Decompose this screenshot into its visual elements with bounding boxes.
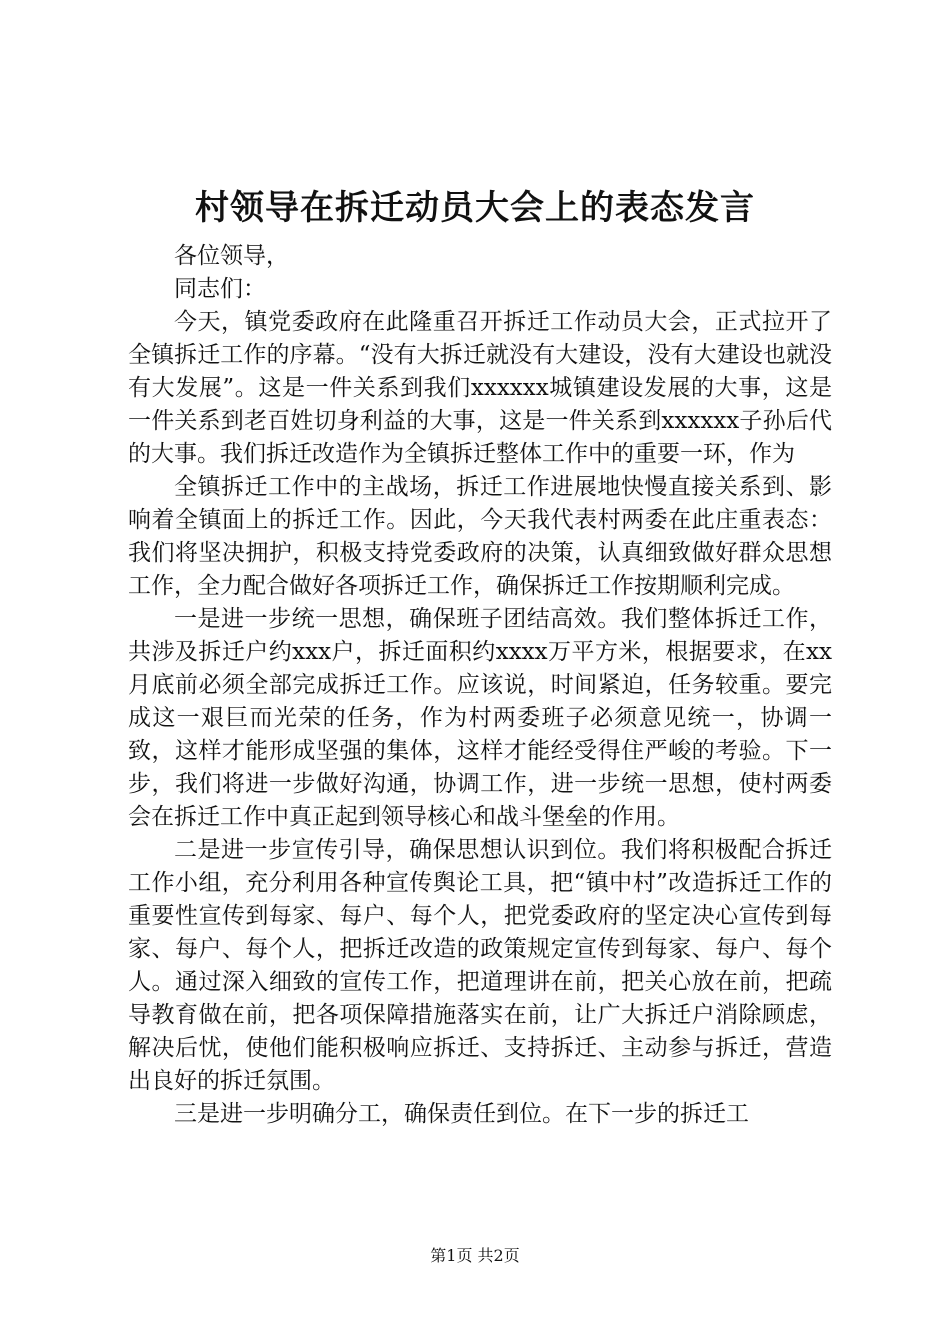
salutation-comrades: 同志们： [174, 276, 266, 302]
document-title: 村领导在拆迁动员大会上的表态发言 [195, 188, 755, 228]
body-paragraph: 一是进一步统一思想，确保班子团结高效。我们整体拆迁工作，共涉及拆迁户约xxx户，拆迁面积约xxxx万平方米，根据要求，在xx月底前必须全部完成拆迁工作。应该说，时间紧迫，任务较重。要完成这一艰巨而光荣的任务，作为村两委班子必须意见统一，协调一致，这样才能形成坚强的集体，这样才能经受得住严峻的考验。下一步，我们将进一步做好沟通，协调工作，进一步统一思想，使村两委会在拆迁工作中真正起到领导核心和战斗堡垒的作用。 [128, 606, 832, 830]
body-paragraph: 三是进一步明确分工，确保责任到位。在下一步的拆迁工 [174, 1101, 749, 1127]
document-body [128, 240, 832, 1131]
salutation-leaders: 各位领导， [174, 243, 289, 269]
body-paragraph: 今天，镇党委政府在此隆重召开拆迁工作动员大会，正式拉开了全镇拆迁工作的序幕。“没有大拆迁就没有大建设，没有大建设也就没有大发展”。这是一件关系到我们xxxxxx城镇建设发展的大事，这是一件关系到老百姓切身利益的大事，这是一件关系到xxxxxx子孙后代的大事。我们拆迁改造作为全镇拆迁整体工作中的重要一环，作为 [128, 309, 832, 467]
page-number-footer: 第1页 共2页 [430, 1246, 520, 1265]
body-paragraph: 全镇拆迁工作中的主战场，拆迁工作进展地快慢直接关系到、影响着全镇面上的拆迁工作。因此，今天我代表村两委在此庄重表态：我们将坚决拥护，积极支持党委政府的决策，认真细致做好群众思想工作，全力配合做好各项拆迁工作，确保拆迁工作按期顺利完成。 [128, 474, 832, 599]
body-paragraph: 二是进一步宣传引导，确保思想认识到位。我们将积极配合拆迁工作小组，充分利用各种宣传舆论工具，把“镇中村”改造拆迁工作的重要性宣传到每家、每户、每个人，把党委政府的坚定决心宣传到每家、每户、每个人，把拆迁改造的政策规定宣传到每家、每户、每个人。通过深入细致的宣传工作，把道理讲在前，把关心放在前，把疏导教育做在前，把各项保障措施落实在前，让广大拆迁户消除顾虑，解决后忧，使他们能积极响应拆迁、支持拆迁、主动参与拆迁，营造出良好的拆迁氛围。 [128, 837, 832, 1094]
